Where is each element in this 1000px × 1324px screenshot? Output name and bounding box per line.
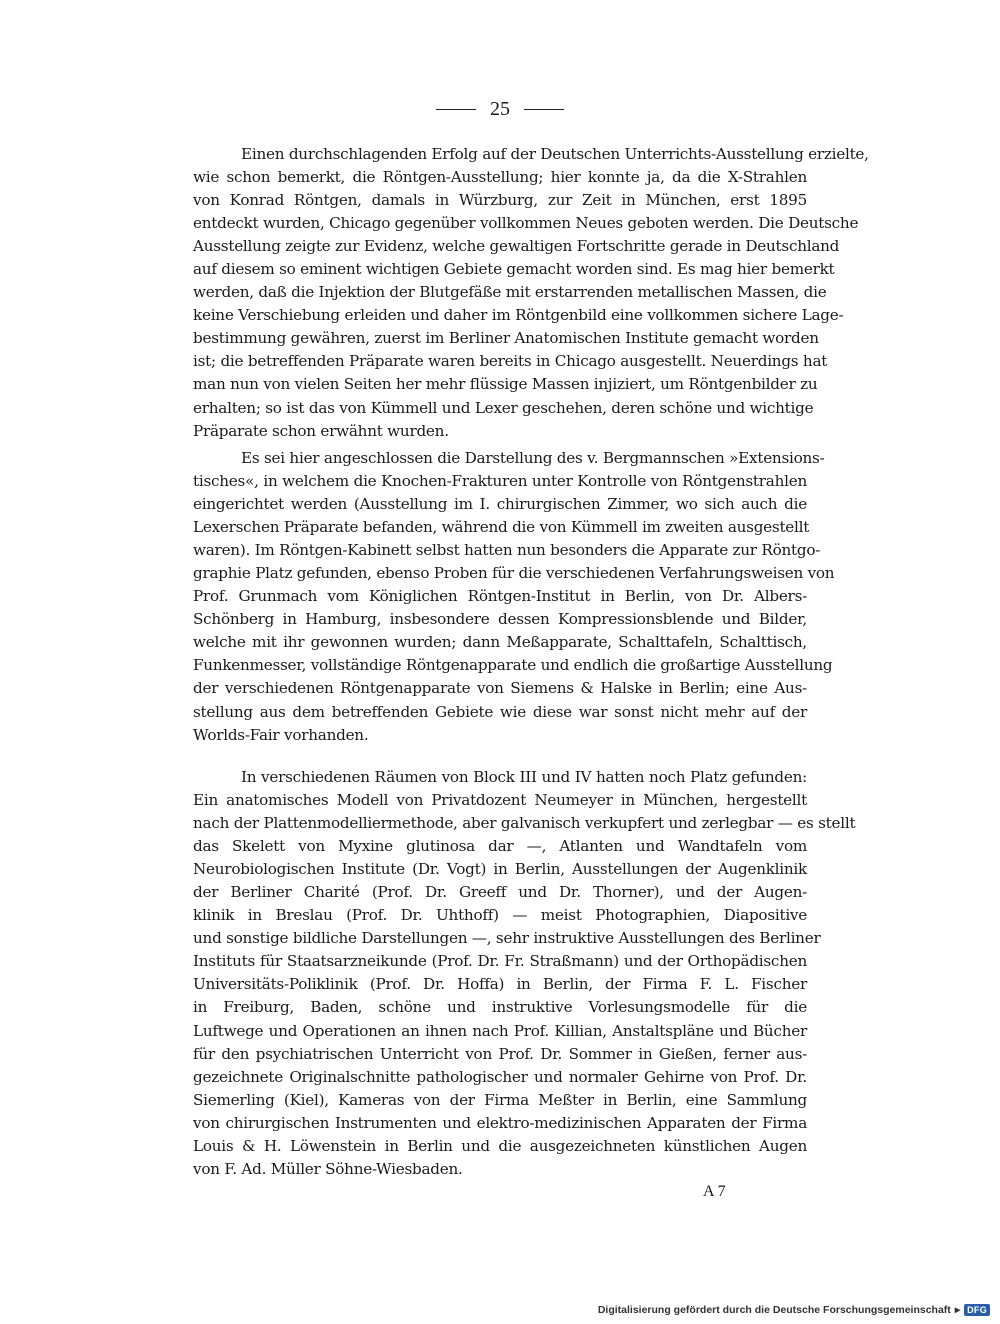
text-line: eingerichtet werden (Ausstellung im I. chirurgischen Zimmer, wo sich auch die (193, 495, 807, 514)
text-line: ist; die betreffenden Präparate waren bereits in Chicago ausgestellt. Neuerdings hat (193, 352, 828, 371)
text-line: Präparate schon erwähnt wurden. (193, 421, 449, 440)
text-line: waren). Im Röntgen-Kabinett selbst hatten nun besonders die Apparate zur Röntgo- (193, 541, 821, 560)
paragraph-3 (193, 766, 856, 1181)
text-line: nach der Plattenmodelliermethode, aber galvanisch verkupfert und zerlegbar — es stellt (193, 814, 856, 833)
text-line: Louis & H. Löwenstein in Berlin und die ausgezeichneten künstlichen Augen (193, 1136, 807, 1155)
text-line: von Konrad Röntgen, damals in Würzburg, zur Zeit in München, erst 1895 (193, 191, 807, 210)
header-rule-right (524, 109, 564, 110)
text-line: erhalten; so ist das von Kümmell und Lexer geschehen, deren schöne und wichtige (193, 398, 814, 417)
text-line: welche mit ihr gewonnen wurden; dann Meßapparate, Schalttafeln, Schalttisch, (193, 633, 807, 652)
text-line: Lexerschen Präparate befanden, während die von Kümmell im zweiten ausgestellt (193, 518, 810, 537)
printer-signature: A 7 (703, 1183, 726, 1200)
text-line: Worlds-Fair vorhanden. (193, 725, 369, 744)
text-line: stellung aus dem betreffenden Gebiete wie diese war sonst nicht mehr auf der (193, 702, 807, 721)
credit-separator-icon: ▸ (954, 1304, 961, 1316)
text-line: Neurobiologischen Institute (Dr. Vogt) in Berlin, Ausstellungen der Augenklinik (193, 860, 807, 879)
text-line: der verschiedenen Röntgenapparate von Siemens & Halske in Berlin; eine Aus- (193, 679, 807, 698)
text-line: Instituts für Staatsarzneikunde (Prof. Dr. Fr. Straßmann) und der Orthopädischen (193, 952, 807, 971)
text-line: Es sei hier angeschlossen die Darstellung des v. Bergmannschen »Extensions- (241, 449, 825, 467)
text-line: in Freiburg, Baden, schöne und instruktive Vorlesungsmodelle für die (193, 998, 807, 1017)
dfg-logo: DFG (964, 1304, 990, 1316)
text-line: Universitäts-Poliklinik (Prof. Dr. Hoffa) in Berlin, der Firma F. L. Fischer (193, 975, 807, 994)
text-line: Schönberg in Hamburg, insbesondere dessen Kompressionsblende und Bilder, (193, 610, 807, 629)
paragraph-1 (193, 143, 869, 443)
text-line: Funkenmesser, vollständige Röntgenapparate und endlich die großartige Ausstellung (193, 656, 833, 675)
text-line: keine Verschiebung erleiden und daher im Röntgenbild eine vollkommen sichere Lage- (193, 306, 844, 325)
text-line: der Berliner Charité (Prof. Dr. Greeff und Dr. Thorner), und der Augen- (193, 883, 807, 902)
text-line: man nun von vielen Seiten her mehr flüssige Massen injiziert, um Röntgenbilder zu (193, 375, 818, 394)
text-line: wie schon bemerkt, die Röntgen-Ausstellung; hier konnte ja, da die X-Strahlen (193, 168, 807, 187)
text-line: das Skelett von Myxine glutinosa dar —, Atlanten und Wandtafeln vom (193, 837, 807, 856)
text-line: Siemerling (Kiel), Kameras von der Firma Meßter in Berlin, eine Sammlung (193, 1090, 807, 1109)
text-line: für den psychiatrischen Unterricht von Prof. Dr. Sommer in Gießen, ferner aus- (193, 1044, 807, 1063)
text-line: Ein anatomisches Modell von Privatdozent Neumeyer in München, hergestellt (193, 791, 807, 810)
text-line: In verschiedenen Räumen von Block III und IV hatten noch Platz gefunden: (241, 768, 807, 786)
text-line: Prof. Grunmach vom Königlichen Röntgen-Institut in Berlin, von Dr. Albers- (193, 587, 807, 606)
credit-text: Digitalisierung gefördert durch die Deutsche Forschungsgemeinschaft (597, 1304, 951, 1316)
text-line: von chirurgischen Instrumenten und elektro-medizinischen Apparaten der Firma (193, 1113, 807, 1132)
paragraph-2 (193, 447, 835, 747)
header-rule-left (436, 109, 476, 110)
text-line: Einen durchschlagenden Erfolg auf der Deutschen Unterrichts-Ausstellung erzielte, (241, 145, 869, 163)
text-line: bestimmung gewähren, zuerst im Berliner Anatomischen Institute gemacht worden (193, 329, 819, 348)
text-line: und sonstige bildliche Darstellungen —, sehr instruktive Ausstellungen des Berliner (193, 929, 821, 948)
page-header (0, 98, 1000, 121)
digitization-credit (598, 1304, 990, 1316)
text-line: Luftwege und Operationen an ihnen nach Prof. Killian, Anstaltspläne und Bücher (193, 1021, 807, 1040)
page-number: 25 (490, 98, 510, 120)
text-line: gezeichnete Originalschnitte pathologischer und normaler Gehirne von Prof. Dr. (193, 1067, 807, 1086)
text-line: auf diesem so eminent wichtigen Gebiete gemacht worden sind. Es mag hier bemerkt (193, 260, 835, 279)
text-line: werden, daß die Injektion der Blutgefäße mit erstarrenden metallischen Massen, die (193, 283, 827, 302)
text-line: entdeckt wurden, Chicago gegenüber vollkommen Neues geboten werden. Die Deutsche (193, 214, 859, 233)
text-line: von F. Ad. Müller Söhne-Wiesbaden. (193, 1159, 463, 1178)
text-line: tisches«, in welchem die Knochen-Frakturen unter Kontrolle von Röntgenstrahlen (193, 472, 807, 491)
text-line: klinik in Breslau (Prof. Dr. Uhthoff) — meist Photographien, Diapositive (193, 906, 807, 925)
text-line: Ausstellung zeigte zur Evidenz, welche gewaltigen Fortschritte gerade in Deutschland (193, 237, 840, 256)
text-line: graphie Platz gefunden, ebenso Proben für die verschiedenen Verfahrungsweisen von (193, 564, 835, 583)
